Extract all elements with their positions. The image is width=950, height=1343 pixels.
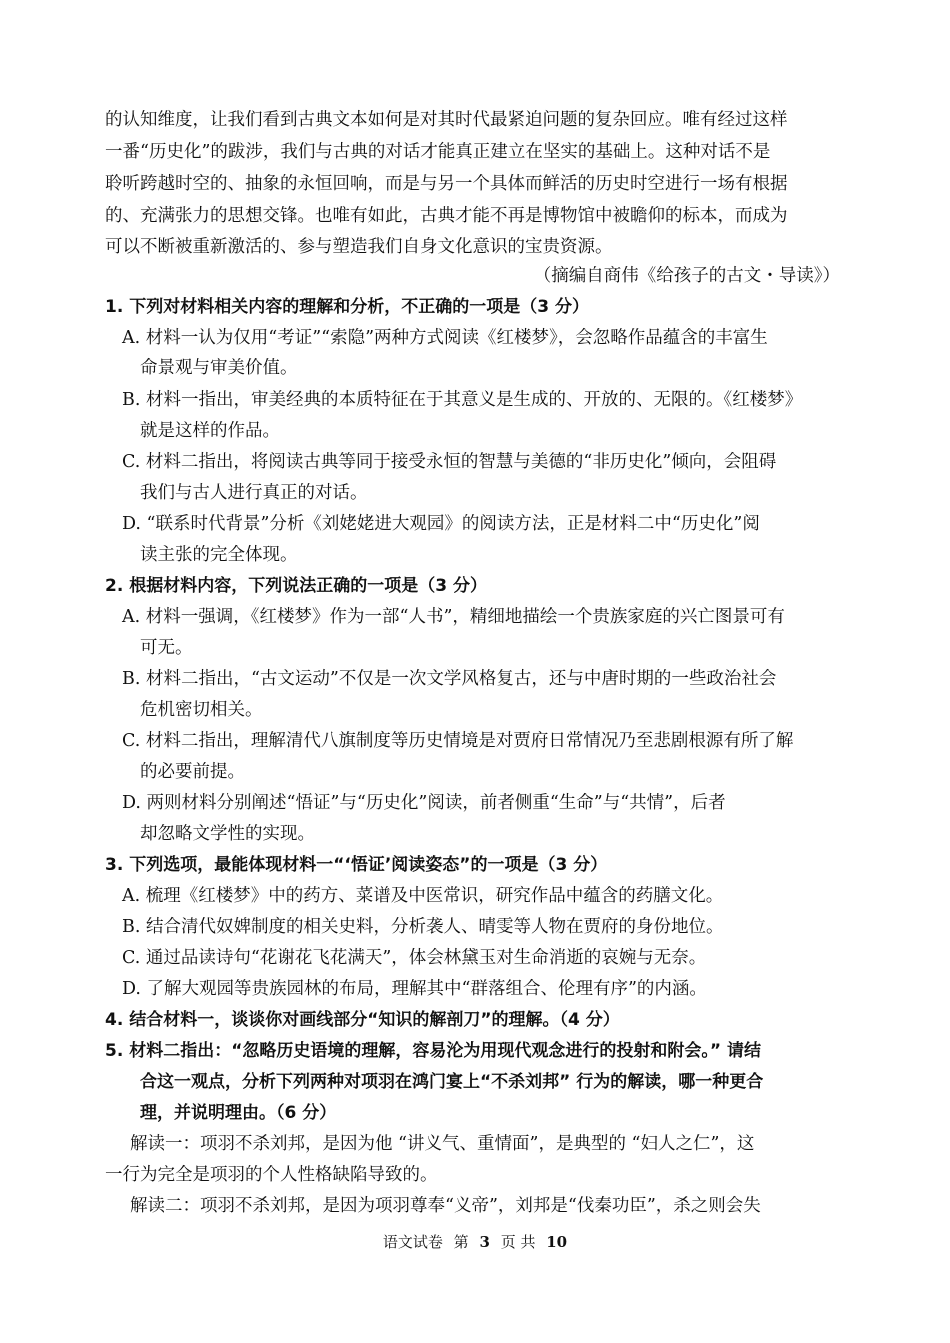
- question-5-stem: 5. 材料二指出：“忽略历史语境的理解，容易沦为用现代观念进行的投射和附会。” 请结: [105, 1041, 761, 1061]
- footer-page-total: 10: [546, 1233, 568, 1251]
- q2-option-b: B. 材料二指出，“古文运动”不仅是一次文学风格复古，还与中唐时期的一些政治社会: [122, 669, 777, 689]
- q1-option-d: D. “联系时代背景”分析《刘姥姥进大观园》的阅读方法，正是材料二中“历史化”阅: [122, 514, 760, 534]
- q2-option-a-cont: 可无。: [140, 638, 193, 658]
- footer-page-number: 3: [479, 1233, 490, 1251]
- q2-option-d-cont: 却忽略文学性的实现。: [140, 824, 315, 844]
- passage-line: 聆听跨越时空的、抽象的永恒回响，而是与另一个具体而鲜活的历史时空进行一场有根据: [105, 174, 788, 194]
- question-1-stem: 1. 下列对材料相关内容的理解和分析，不正确的一项是（3 分）: [105, 297, 589, 317]
- reading-1-cont: 一行为完全是项羽的个人性格缺陷导致的。: [105, 1165, 438, 1185]
- q1-option-c-cont: 我们与古人进行真正的对话。: [140, 483, 368, 503]
- footer-page-mid: 页 共: [500, 1233, 536, 1251]
- question-5-stem-cont: 合这一观点，分析下列两种对项羽在鸿门宴上“不杀刘邦” 行为的解读，哪一种更合: [140, 1072, 764, 1092]
- source-citation: （摘编自商伟《给孩子的古文・导读》）: [533, 266, 840, 286]
- passage-line: 可以不断被重新激活的、参与塑造我们自身文化意识的宝贵资源。: [105, 237, 613, 257]
- passage-line: 一番“历史化”的跋涉，我们与古典的对话才能真正建立在坚实的基础上。这种对话不是: [105, 142, 771, 162]
- q1-option-b: B. 材料一指出，审美经典的本质特征在于其意义是生成的、开放的、无限的。《红楼梦》: [122, 390, 803, 410]
- footer-subject: 语文试卷: [382, 1233, 443, 1251]
- q2-option-b-cont: 危机密切相关。: [140, 700, 263, 720]
- q3-option-b: B. 结合清代奴婢制度的相关史料，分析袭人、晴雯等人物在贾府的身份地位。: [122, 917, 724, 937]
- page-footer: [0, 1232, 950, 1252]
- q1-option-a: A. 材料一认为仅用“考证”“索隐”两种方式阅读《红楼梦》，会忽略作品蕴含的丰富生: [122, 328, 768, 348]
- q3-option-c: C. 通过品读诗句“花谢花飞花满天”，体会林黛玉对生命消逝的哀婉与无奈。: [122, 948, 707, 968]
- question-3-stem: 3. 下列选项，最能体现材料一“‘悟证’阅读姿态”的一项是（3 分）: [105, 855, 608, 875]
- passage-line: 的、充满张力的思想交锋。也唯有如此，古典才能不再是博物馆中被瞻仰的标本，而成为: [105, 206, 788, 226]
- q2-option-c-cont: 的必要前提。: [140, 762, 245, 782]
- q1-option-c: C. 材料二指出，将阅读古典等同于接受永恒的智慧与美德的“非历史化”倾向，会阻碍: [122, 452, 777, 472]
- q1-option-d-cont: 读主张的完全体现。: [140, 545, 298, 565]
- q1-option-b-cont: 就是这样的作品。: [140, 421, 280, 441]
- q3-option-d: D. 了解大观园等贵族园林的布局，理解其中“群落组合、伦理有序”的内涵。: [122, 979, 707, 999]
- question-2-stem: 2. 根据材料内容，下列说法正确的一项是（3 分）: [105, 576, 487, 596]
- q2-option-a: A. 材料一强调，《红楼梦》作为一部“人书”，精细地描绘一个贵族家庭的兴亡图景可有: [122, 607, 785, 627]
- question-5-stem-cont: 理，并说明理由。（6 分）: [140, 1103, 337, 1123]
- passage-line: 的认知维度，让我们看到古典文本如何是对其时代最紧迫问题的复杂回应。唯有经过这样: [105, 110, 788, 130]
- footer-page-prefix: 第: [453, 1233, 469, 1251]
- q1-option-a-cont: 命景观与审美价值。: [140, 358, 298, 378]
- q3-option-a: A. 梳理《红楼梦》中的药方、菜谱及中医常识，研究作品中蕴含的药膳文化。: [122, 886, 724, 906]
- q2-option-c: C. 材料二指出，理解清代八旗制度等历史情境是对贾府日常情况乃至悲剧根源有所了解: [122, 731, 794, 751]
- reading-1: 解读一：项羽不杀刘邦，是因为他 “讲义气、重情面”，是典型的 “妇人之仁”，这: [130, 1134, 755, 1154]
- question-4-stem: 4. 结合材料一，谈谈你对画线部分“知识的解剖刀”的理解。（4 分）: [105, 1010, 620, 1030]
- q2-option-d: D. 两则材料分别阐述“悟证”与“历史化”阅读，前者侧重“生命”与“共情”，后者: [122, 793, 726, 813]
- reading-2: 解读二：项羽不杀刘邦，是因为项羽尊奉“义帝”，刘邦是“伐秦功臣”，杀之则会失: [130, 1196, 761, 1216]
